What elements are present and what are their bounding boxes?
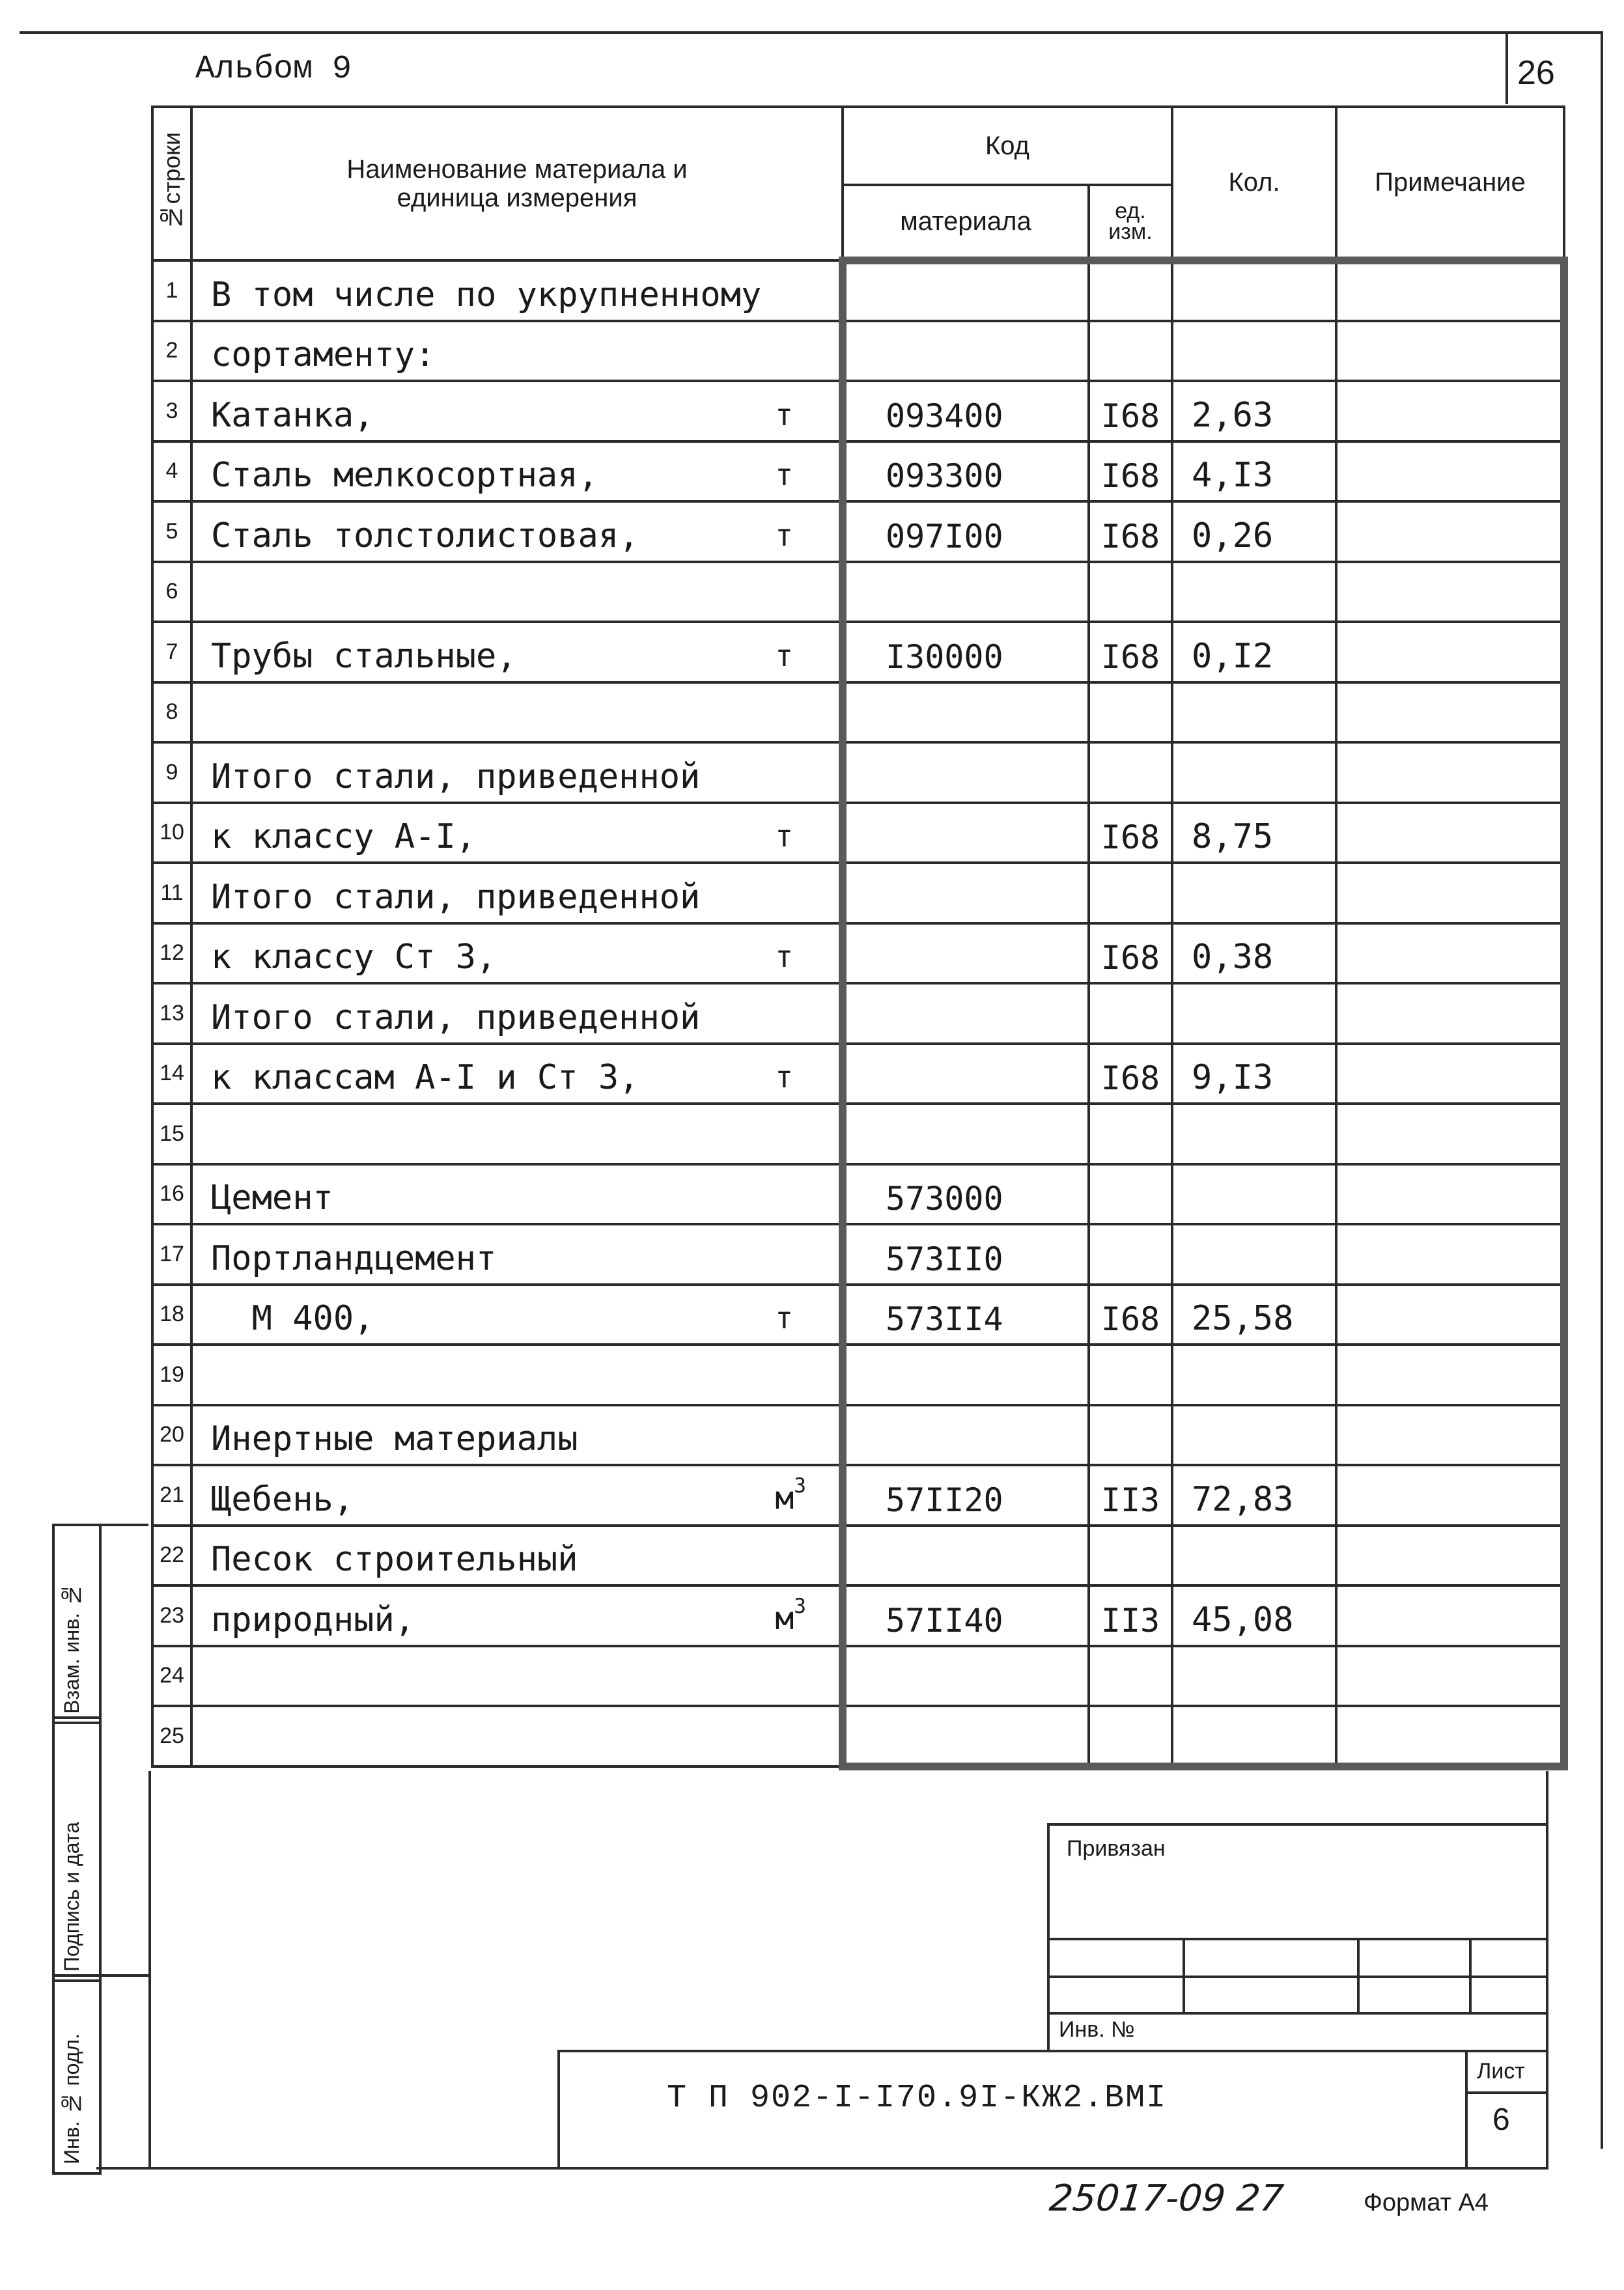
quantity: 0,I2 bbox=[1172, 622, 1336, 682]
note bbox=[1336, 803, 1564, 863]
material-unit: $м^3$ bbox=[775, 1473, 806, 1516]
note bbox=[1336, 1465, 1564, 1526]
material-name bbox=[191, 1104, 843, 1164]
material-unit: т bbox=[775, 397, 793, 432]
unit-code bbox=[1089, 1706, 1172, 1766]
left-frame-line bbox=[148, 1771, 151, 2170]
header-code-material: материала bbox=[843, 185, 1089, 260]
quantity bbox=[1172, 1345, 1336, 1405]
table-row bbox=[152, 983, 1564, 1044]
row-number: 11 bbox=[152, 863, 191, 923]
material-code bbox=[843, 1646, 1089, 1707]
quantity bbox=[1172, 1224, 1336, 1285]
table-row bbox=[152, 1526, 1564, 1586]
quantity bbox=[1172, 321, 1336, 382]
quantity bbox=[1172, 1104, 1336, 1164]
material-code: 093400 bbox=[843, 381, 1089, 441]
table-row bbox=[152, 682, 1564, 743]
note bbox=[1336, 381, 1564, 441]
note bbox=[1336, 1345, 1564, 1405]
material-name-text: В том числе по укрупненному bbox=[211, 275, 762, 314]
handwritten-number: 25017-09 27 bbox=[1047, 2177, 1286, 2220]
unit-code bbox=[1089, 863, 1172, 923]
table-row bbox=[152, 1706, 1564, 1766]
stamp-connector-line bbox=[96, 1524, 148, 1526]
material-name bbox=[191, 1585, 843, 1646]
material-code bbox=[843, 321, 1089, 382]
material-name bbox=[191, 863, 843, 923]
unit-code: II3 bbox=[1089, 1585, 1172, 1646]
material-unit: т bbox=[775, 818, 793, 854]
sheet-number-divider bbox=[1505, 31, 1508, 104]
material-name-text: Песок строительный bbox=[211, 1540, 578, 1579]
stamp-inv-podl: Инв. № подл. bbox=[52, 1974, 102, 2175]
material-code: 573000 bbox=[843, 1164, 1089, 1225]
table-row bbox=[152, 622, 1564, 682]
note bbox=[1336, 742, 1564, 803]
material-code: 57II20 bbox=[843, 1465, 1089, 1526]
material-unit: $м^3$ bbox=[775, 1594, 806, 1637]
material-code bbox=[843, 1405, 1089, 1466]
row-number: 8 bbox=[152, 682, 191, 743]
unit-code: I68 bbox=[1089, 803, 1172, 863]
note bbox=[1336, 1526, 1564, 1586]
unit-code bbox=[1089, 1405, 1172, 1466]
row-number: 19 bbox=[152, 1345, 191, 1405]
note bbox=[1336, 682, 1564, 743]
row-number: 5 bbox=[152, 501, 191, 562]
quantity: 2,63 bbox=[1172, 381, 1336, 441]
inv-no-label: Инв. № bbox=[1059, 2017, 1135, 2042]
stamp-podpis-data: Подпись и дата bbox=[52, 1716, 102, 1982]
header-code-unit: ед. изм. bbox=[1089, 185, 1172, 260]
note bbox=[1336, 1224, 1564, 1285]
material-code: 57II40 bbox=[843, 1585, 1089, 1646]
quantity: 9,I3 bbox=[1172, 1044, 1336, 1104]
note bbox=[1336, 983, 1564, 1044]
material-name bbox=[191, 1526, 843, 1586]
material-code bbox=[843, 260, 1089, 321]
material-name bbox=[191, 501, 843, 562]
material-code: 573II0 bbox=[843, 1224, 1089, 1285]
sheet-number: 26 bbox=[1517, 54, 1555, 92]
row-number: 16 bbox=[152, 1164, 191, 1225]
binding-grid bbox=[1047, 1938, 1548, 2052]
row-number: 9 bbox=[152, 742, 191, 803]
material-code bbox=[843, 803, 1089, 863]
material-code: I30000 bbox=[843, 622, 1089, 682]
note bbox=[1336, 1405, 1564, 1466]
material-name-text: М 400, bbox=[211, 1299, 374, 1338]
material-name-text: Портландцемент bbox=[211, 1238, 497, 1278]
material-name bbox=[191, 1224, 843, 1285]
table-row bbox=[152, 321, 1564, 382]
note bbox=[1336, 562, 1564, 622]
table-row bbox=[152, 1646, 1564, 1707]
note bbox=[1336, 622, 1564, 682]
table-row bbox=[152, 260, 1564, 321]
material-name bbox=[191, 1044, 843, 1104]
quantity bbox=[1172, 1405, 1336, 1466]
note bbox=[1336, 1706, 1564, 1766]
list-label: Лист bbox=[1477, 2059, 1525, 2084]
table-row bbox=[152, 1405, 1564, 1466]
note bbox=[1336, 321, 1564, 382]
note bbox=[1336, 1285, 1564, 1345]
quantity bbox=[1172, 1164, 1336, 1225]
quantity bbox=[1172, 863, 1336, 923]
table-row bbox=[152, 1585, 1564, 1646]
table-row bbox=[152, 1285, 1564, 1345]
row-number: 22 bbox=[152, 1526, 191, 1586]
document-code: Т П 902-I-I70.9I-КЖ2.ВМI bbox=[667, 2080, 1168, 2117]
note bbox=[1336, 260, 1564, 321]
unit-code bbox=[1089, 742, 1172, 803]
material-name-text: Сталь толстолистовая, bbox=[211, 516, 639, 555]
unit-code: I68 bbox=[1089, 1044, 1172, 1104]
unit-code bbox=[1089, 1224, 1172, 1285]
material-name bbox=[191, 803, 843, 863]
quantity bbox=[1172, 260, 1336, 321]
row-number: 21 bbox=[152, 1465, 191, 1526]
material-name bbox=[191, 321, 843, 382]
unit-code: I68 bbox=[1089, 381, 1172, 441]
quantity: 72,83 bbox=[1172, 1465, 1336, 1526]
material-name-text: к классу А-I, bbox=[211, 817, 476, 856]
unit-code bbox=[1089, 1164, 1172, 1225]
note bbox=[1336, 501, 1564, 562]
row-number: 15 bbox=[152, 1104, 191, 1164]
note bbox=[1336, 441, 1564, 502]
quantity bbox=[1172, 742, 1336, 803]
unit-code: I68 bbox=[1089, 1285, 1172, 1345]
material-name-text: Щебень, bbox=[211, 1479, 354, 1519]
row-number: 4 bbox=[152, 441, 191, 502]
material-unit: т bbox=[775, 1059, 793, 1095]
material-name bbox=[191, 1285, 843, 1345]
material-name-text: Цемент bbox=[211, 1179, 333, 1218]
material-code bbox=[843, 1526, 1089, 1586]
quantity bbox=[1172, 983, 1336, 1044]
note bbox=[1336, 1044, 1564, 1104]
material-unit: т bbox=[775, 939, 793, 974]
material-name-text: Итого стали, приведенной bbox=[211, 757, 701, 796]
material-name bbox=[191, 260, 843, 321]
quantity bbox=[1172, 562, 1336, 622]
material-name-text: Итого стали, приведенной bbox=[211, 998, 701, 1037]
table-row bbox=[152, 441, 1564, 502]
row-number: 10 bbox=[152, 803, 191, 863]
material-name bbox=[191, 1646, 843, 1707]
document-code-block bbox=[557, 2050, 1548, 2170]
row-number: 7 bbox=[152, 622, 191, 682]
material-name bbox=[191, 983, 843, 1044]
table-row bbox=[152, 1224, 1564, 1285]
top-border-line bbox=[20, 31, 1602, 34]
row-number: 24 bbox=[152, 1646, 191, 1707]
row-number: 18 bbox=[152, 1285, 191, 1345]
table-row bbox=[152, 923, 1564, 984]
format-label: Формат А4 bbox=[1364, 2189, 1489, 2216]
material-name bbox=[191, 1706, 843, 1766]
material-code bbox=[843, 1345, 1089, 1405]
unit-code bbox=[1089, 260, 1172, 321]
header-code-group: Код bbox=[843, 107, 1172, 185]
unit-code: I68 bbox=[1089, 441, 1172, 502]
quantity bbox=[1172, 1646, 1336, 1707]
table-row bbox=[152, 501, 1564, 562]
material-unit: т bbox=[775, 457, 793, 492]
material-code: 097I00 bbox=[843, 501, 1089, 562]
quantity: 4,I3 bbox=[1172, 441, 1336, 502]
quantity: 0,26 bbox=[1172, 501, 1336, 562]
material-code bbox=[843, 562, 1089, 622]
row-number: 3 bbox=[152, 381, 191, 441]
material-code bbox=[843, 1706, 1089, 1766]
table-row bbox=[152, 1164, 1564, 1225]
row-number: 20 bbox=[152, 1405, 191, 1466]
table-row bbox=[152, 1104, 1564, 1164]
right-frame-line bbox=[1601, 31, 1603, 2149]
note bbox=[1336, 863, 1564, 923]
material-name-text: природный, bbox=[211, 1600, 415, 1640]
note bbox=[1336, 1164, 1564, 1225]
row-number: 12 bbox=[152, 923, 191, 984]
quantity: 8,75 bbox=[1172, 803, 1336, 863]
note bbox=[1336, 923, 1564, 984]
list-number: 6 bbox=[1492, 2102, 1510, 2137]
material-code bbox=[843, 742, 1089, 803]
table-row bbox=[152, 1345, 1564, 1405]
row-number: 2 bbox=[152, 321, 191, 382]
quantity: 25,58 bbox=[1172, 1285, 1336, 1345]
material-code: 093300 bbox=[843, 441, 1089, 502]
material-name bbox=[191, 562, 843, 622]
quantity: 0,38 bbox=[1172, 923, 1336, 984]
unit-code bbox=[1089, 1104, 1172, 1164]
table-row bbox=[152, 381, 1564, 441]
table-row bbox=[152, 1465, 1564, 1526]
unit-code: I68 bbox=[1089, 923, 1172, 984]
material-code bbox=[843, 983, 1089, 1044]
material-code bbox=[843, 1104, 1089, 1164]
material-name-text: к классу Ст 3, bbox=[211, 938, 497, 977]
note bbox=[1336, 1104, 1564, 1164]
quantity bbox=[1172, 1526, 1336, 1586]
material-name bbox=[191, 1164, 843, 1225]
table-row bbox=[152, 742, 1564, 803]
material-name bbox=[191, 622, 843, 682]
unit-code bbox=[1089, 1345, 1172, 1405]
quantity bbox=[1172, 1706, 1336, 1766]
binding-label: Привязан bbox=[1067, 1836, 1166, 1861]
row-number: 23 bbox=[152, 1585, 191, 1646]
quantity bbox=[1172, 682, 1336, 743]
material-name bbox=[191, 1405, 843, 1466]
table-row bbox=[152, 562, 1564, 622]
material-name bbox=[191, 381, 843, 441]
material-name-text: к классам А-I и Ст 3, bbox=[211, 1058, 639, 1097]
row-number: 17 bbox=[152, 1224, 191, 1285]
stamp-vzam-inv: Взам. инв. № bbox=[52, 1524, 102, 1724]
material-name bbox=[191, 742, 843, 803]
unit-code bbox=[1089, 1526, 1172, 1586]
material-code bbox=[843, 1044, 1089, 1104]
material-name-text: Катанка, bbox=[211, 395, 374, 435]
binding-block bbox=[1047, 1823, 1548, 1940]
header-quantity: Кол. bbox=[1172, 107, 1336, 260]
material-name-text: Сталь мелкосортная, bbox=[211, 456, 598, 495]
table-row bbox=[152, 803, 1564, 863]
unit-code bbox=[1089, 321, 1172, 382]
header-row-number: №строки bbox=[152, 107, 191, 260]
album-label: Альбом 9 bbox=[195, 51, 352, 88]
material-unit: т bbox=[775, 637, 793, 673]
unit-code bbox=[1089, 983, 1172, 1044]
unit-code: II3 bbox=[1089, 1465, 1172, 1526]
row-number: 1 bbox=[152, 260, 191, 321]
material-name-text: Инертные материалы bbox=[211, 1419, 578, 1459]
quantity: 45,08 bbox=[1172, 1585, 1336, 1646]
material-name bbox=[191, 923, 843, 984]
unit-code bbox=[1089, 682, 1172, 743]
material-name bbox=[191, 682, 843, 743]
header-note: Примечание bbox=[1336, 107, 1564, 260]
row-number: 25 bbox=[152, 1706, 191, 1766]
unit-code: I68 bbox=[1089, 622, 1172, 682]
row-number: 14 bbox=[152, 1044, 191, 1104]
material-name bbox=[191, 1345, 843, 1405]
material-name-text: сортаменту: bbox=[211, 335, 436, 374]
note bbox=[1336, 1585, 1564, 1646]
material-name-text: Трубы стальные, bbox=[211, 636, 517, 676]
materials-table bbox=[151, 105, 1568, 1770]
material-code bbox=[843, 863, 1089, 923]
material-code: 573II4 bbox=[843, 1285, 1089, 1345]
material-name bbox=[191, 441, 843, 502]
row-number: 13 bbox=[152, 983, 191, 1044]
material-unit: т bbox=[775, 517, 793, 553]
unit-code: I68 bbox=[1089, 501, 1172, 562]
note bbox=[1336, 1646, 1564, 1707]
material-unit: т bbox=[775, 1300, 793, 1335]
material-code bbox=[843, 682, 1089, 743]
material-name-text: Итого стали, приведенной bbox=[211, 877, 701, 917]
unit-code bbox=[1089, 562, 1172, 622]
header-material-name: Наименование материала и единица измерения bbox=[191, 107, 843, 260]
table-row bbox=[152, 863, 1564, 923]
unit-code bbox=[1089, 1646, 1172, 1707]
row-number: 6 bbox=[152, 562, 191, 622]
table-row bbox=[152, 1044, 1564, 1104]
stamp-connector-line bbox=[96, 1974, 148, 1977]
material-code bbox=[843, 923, 1089, 984]
material-name bbox=[191, 1465, 843, 1526]
